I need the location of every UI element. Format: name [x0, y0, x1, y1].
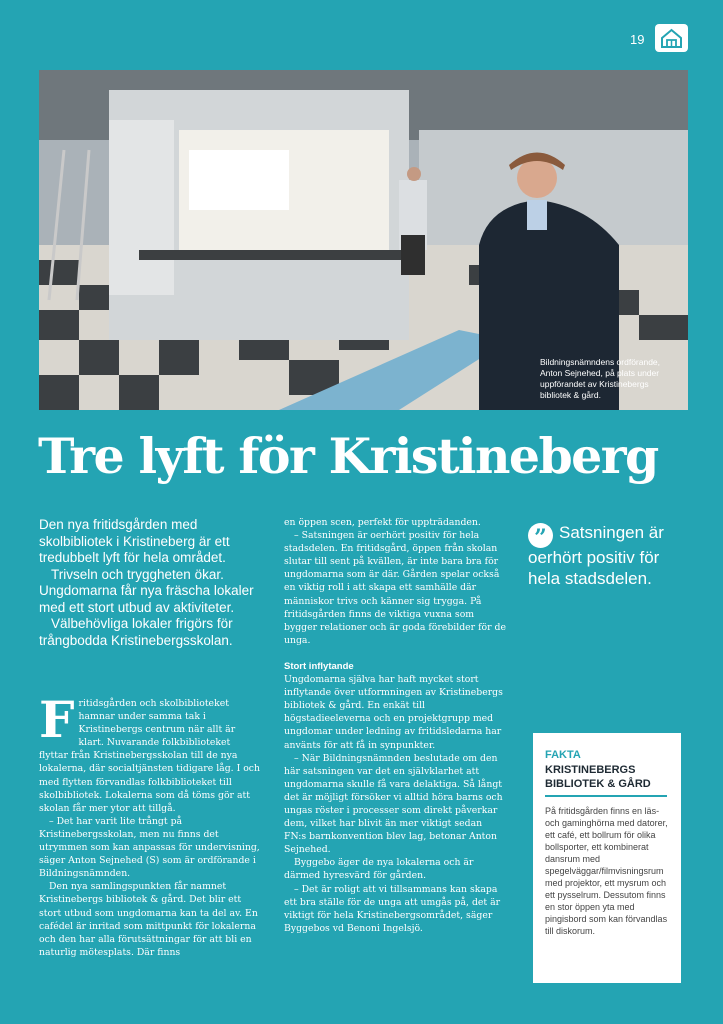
body-text: ritidsgården och skolbiblioteket hamnar under samma tak i Kristinebergs centrum när allt är klart. Nuvarande folkbiblioteket flyttar från Kristinebergsskolan till de nya lokalerna, där socialtjänsten tidigare låg. I och med flytten förvandlas folkbiblioteket till skolbibliotek. Lokalerna som då töms gör att skolan får mer ytor att tillgå.	[39, 698, 260, 814]
body-paragraph: Den nya samlingspunkten får namnet Kristinebergs bibliotek & gård. Det blir ett stort utbud som ungdomarna kan ta del av. En cafédel är inritad som mittpunkt för lokalerna och den har alla förutsättningar för att bli en naturlig mötesplats. Där finns	[39, 881, 258, 958]
quote-icon: ”	[528, 523, 553, 548]
fakta-divider	[545, 795, 667, 797]
body-paragraph: Ungdomarna själva har haft mycket stort inflytande över utformningen av Kristinebergs bibliotek & gård. En enkät till högstadieeleverna och en projektgrupp med ungdomar under ledning av fritidsledarna har använts för att få in synpunkter.	[284, 674, 503, 751]
photo-caption: Bildningsnämndens ordförande, Anton Sejnehed, på plats under uppförandet av Kristinebergs bibliotek & gård.	[540, 357, 661, 400]
body-column-2	[284, 516, 506, 935]
fakta-box	[533, 733, 681, 983]
fakta-title: KRISTINEBERGS BIBLIOTEK & GÅRD	[545, 764, 651, 790]
body-paragraph: – Det är roligt att vi tillsammans kan skapa ett bra ställe för de unga att umgås på, det är viktigt för hela Kristinebergsområdet, säger Byggebos vd Benoni Ingelsjö.	[284, 883, 501, 934]
fakta-text: På fritidsgården finns en läs- och gaminghörna med datorer, ett café, ett bollrum för olika bollsporter, ett kombinerat dansrum med spegelväggar/filmvisningsrum med projektor, ett mysrum och ett pysselrum. Dessutom finns en stor öppen yta med pingisbord som kan förvandlas till diskorum.	[545, 806, 668, 936]
ingress	[39, 517, 261, 649]
page-number: 19	[630, 32, 645, 47]
subhead: Stort inflytande	[284, 660, 354, 672]
ingress-paragraph: Trivseln och tryggheten ökar. Ungdomarna får nya fräscha lokaler med ett stort utbud av aktiviteter.	[39, 566, 254, 615]
body-paragraph: Byggebo äger de nya lokalerna och är därmed hyresvärd för gården.	[284, 857, 474, 882]
body-paragraph	[39, 690, 261, 815]
body-paragraph: en öppen scen, perfekt för uppträdanden.	[284, 517, 481, 528]
body-paragraph: – Satsningen är oerhört positiv för hela stadsdelen. En fritidsgård, öppen från skolan slutar till sent på kvällen, är inte bara bra för ungdomarna som är där. Gården spelar också en viktig roll i att skapa ett samhälle där människor trivs och känner sig trygga. På fritidsgården finns de viktiga vuxna som bygger relationer och är goda förebilder för de unga.	[284, 530, 506, 646]
house-logo-icon	[655, 24, 688, 52]
body-column-1	[39, 690, 261, 959]
article-photo	[39, 70, 688, 410]
fakta-label: FAKTA	[545, 749, 581, 761]
pullquote-text: Satsningen är oerhört positiv för hela stadsdelen.	[528, 523, 664, 588]
body-paragraph: – Det har varit lite trångt på Kristinebergsskolan, men nu finns det utrymmen som kan anpassas för undervisning, säger Anton Sejnehed (S) som är ordförande i Bildningsnämnden.	[39, 815, 260, 880]
body-paragraph: – När Bildningsnämnden beslutade om den här satsningen var det en självklarhet att ungdomarna skulle få vara delaktiga. Så långt det är möjligt försöker vi alltid höra barns och ungas röster i processer som direkt påverkar dem, vilket har blivit än mer viktigt sedan FN:s barnkonvention blev lag, betonar Anton Sejnehed.	[284, 752, 503, 856]
ingress-paragraph: Den nya fritidsgården med skolbibliotek i Kristineberg är ett tredubbelt lyft för hela området.	[39, 517, 230, 565]
ingress-paragraph: Välbehövliga lokaler frigörs för trångbodda Kristinebergsskolan.	[39, 616, 233, 648]
dropcap: F	[39, 690, 75, 749]
pullquote	[528, 523, 678, 589]
headline: Tre lyft för Kristineberg	[38, 427, 658, 485]
